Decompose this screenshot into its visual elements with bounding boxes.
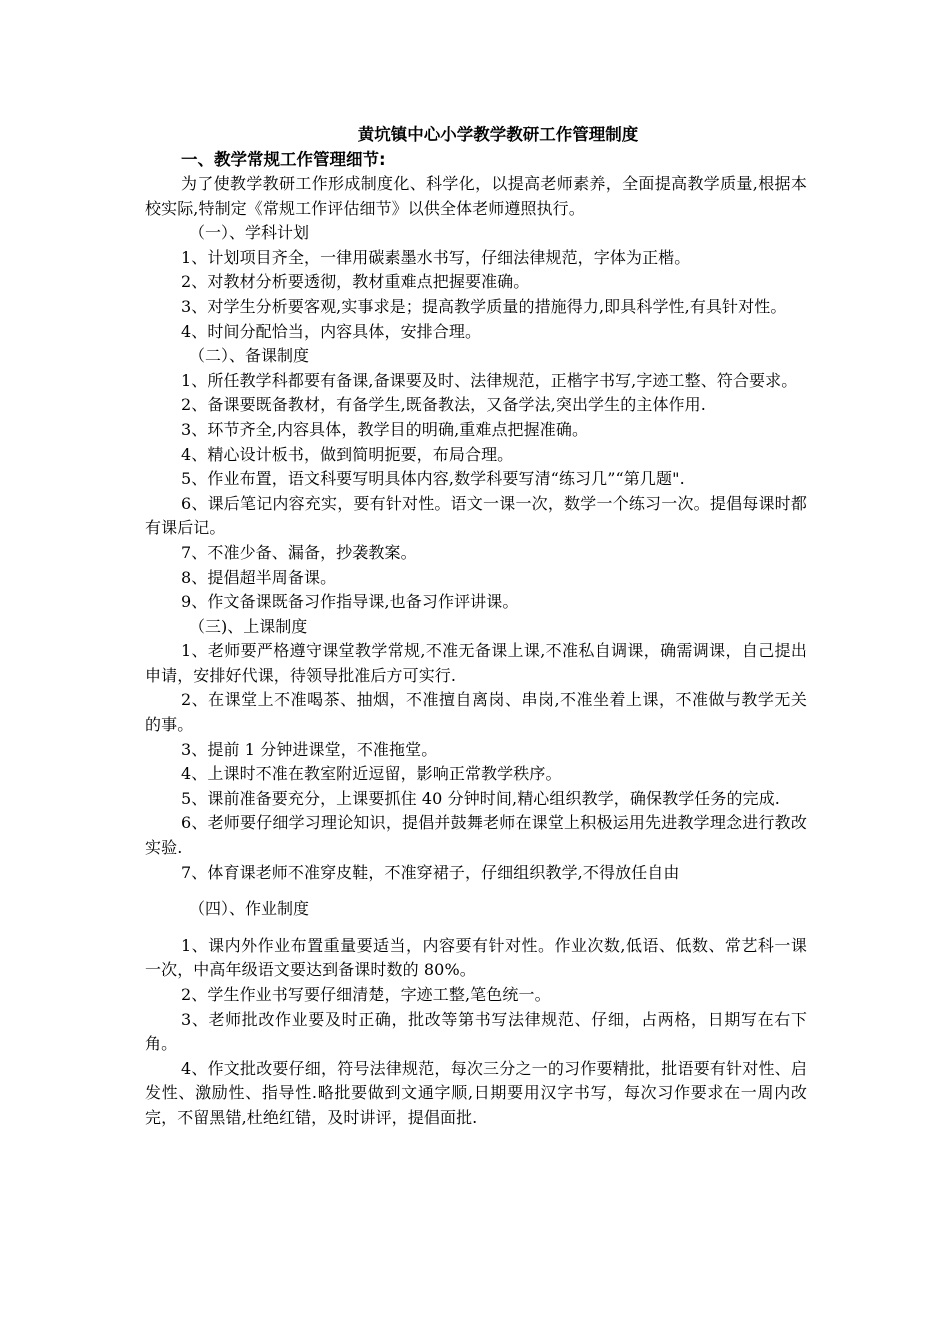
list-item: 7、不准少备、漏备，抄袭教案。 (181, 542, 417, 562)
subsection-heading-class: （三)、上课制度 (189, 616, 308, 636)
list-item: 2、在课堂上不准喝茶、抽烟，不准擅自离岗、串岗,不准坐着上课，不准做与教学无关的事。 (145, 690, 807, 735)
list-item: 7、体育课老师不准穿皮鞋，不准穿裙子，仔细组织教学,不得放任自由 (181, 862, 680, 882)
list-item: 1、所任教学科都要有备课,备课要及时、法律规范，正楷字书写,字迹工整、符合要求。 (181, 370, 798, 390)
list-item: 9、作文备课既备习作指导课,也备习作评讲课。 (181, 592, 519, 612)
list-item: 6、课后笔记内容充实，要有针对性。语文一课一次，数学一个练习一次。提倡每课时都有课后记。 (145, 493, 807, 538)
list-item: 4、时间分配恰当，内容具体，安排合理。 (181, 321, 482, 341)
list-item: 3、环节齐全,内容具体，教学目的明确,重难点把握准确。 (181, 419, 589, 439)
list-item: 5、作业布置，语文科要写明具体内容,数学科要写清“练习几”“第几题". (181, 469, 685, 489)
list-item: 2、备课要既备教材，有备学生,既备教法，又备学法,突出学生的主体作用. (181, 395, 706, 415)
subsection-heading-plan: （一）、学科计划 (189, 223, 310, 243)
list-item: 5、课前准备要充分，上课要抓住 40 分钟时间,精心组织教学，确保教学任务的完成. (181, 788, 780, 808)
list-item: 3、提前 1 分钟进课堂，不准拖堂。 (181, 739, 438, 759)
list-item: 6、老师要仔细学习理论知识，提倡并鼓舞老师在课堂上积极运用先进教学理念进行教改实验. (145, 813, 807, 858)
list-item: 4、精心设计板书，做到简明扼要，布局合理。 (181, 444, 514, 464)
list-item: 2、对教材分析要透彻，教材重难点把握要准确。 (181, 272, 530, 292)
list-item: 1、老师要严格遵守课堂教学常规,不准无备课上课,不准私自调课，确需调课，自己提出申请，安排好代课，待领导批准后方可实行. (145, 641, 807, 685)
subsection-heading-homework: （四）、作业制度 (189, 899, 310, 919)
list-item: 3、老师批改作业要及时正确，批改等第书写法律规范、仔细，占两格，日期写在右下角。 (145, 1009, 807, 1054)
list-item: 2、学生作业书写要仔细清楚，字迹工整,笔色统一。 (181, 985, 551, 1004)
list-item: 8、提倡超半周备课。 (181, 567, 337, 587)
subsection-heading-lesson-prep: （二）、备课制度 (189, 346, 310, 366)
list-item: 1、课内外作业布置重量要适当，内容要有针对性。作业次数,低语、低数、常艺科一课一次，中高年级语文要达到备课时数的 80%。 (145, 935, 807, 980)
intro-paragraph: 为了使教学教研工作形成制度化、科学化，以提高老师素养，全面提高教学质量,根据本校实际,特制定《常规工作评估细节》以供全体老师遵照执行。 (145, 174, 807, 218)
document-body (145, 122, 807, 1131)
list-item: 4、上课时不准在教室附近逗留，影响正常教学秩序。 (181, 764, 562, 784)
section-heading: 一、教学常规工作管理细节: (181, 150, 386, 169)
document-title: 黄坑镇中心小学教学教研工作管理制度 (357, 125, 639, 144)
list-item: 1、计划项目齐全，一律用碳素墨水书写，仔细法律规范，字体为正楷。 (181, 247, 691, 267)
list-item: 3、对学生分析要客观,实事求是；提高教学质量的措施得力,即具科学性,有具针对性。 (181, 296, 787, 316)
list-item: 4、作文批改要仔细，符号法律规范，每次三分之一的习作要精批，批语要有针对性、启发性、激励性、指导性.略批要做到文通字顺,日期要用汉字书写，每次习作要求在一周内改完，不留黑错,杜绝红错，及时讲评，提倡面批. (145, 1058, 807, 1127)
